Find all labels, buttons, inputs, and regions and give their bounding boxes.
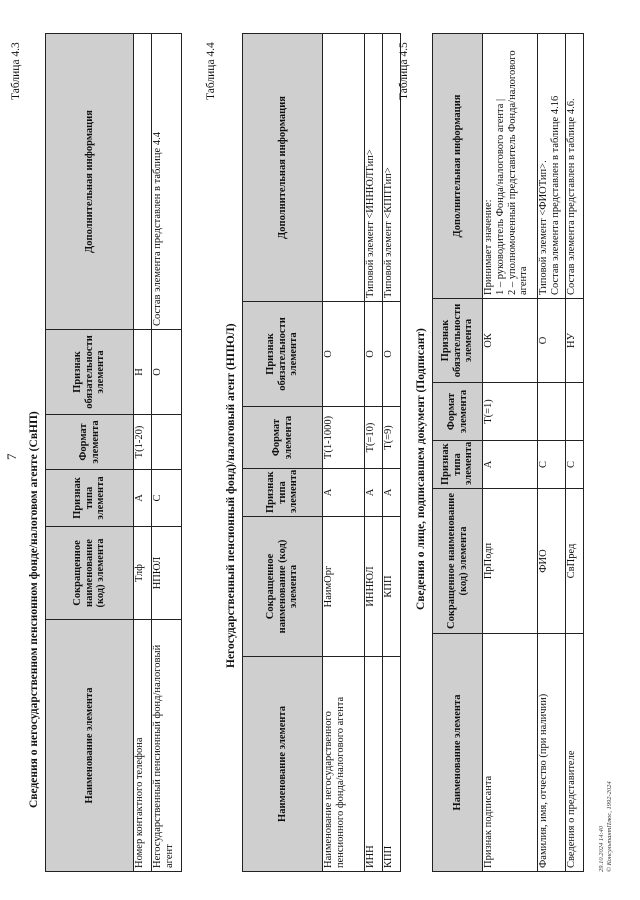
header-cell: Сокращенное наименование (код) элемента [433, 489, 483, 634]
cell: Признак подписанта [483, 634, 538, 872]
page-number: 7 [4, 453, 19, 460]
header-cell: Признак обязательности элемента [243, 302, 323, 407]
table-title: Негосударственный пенсионный фонд)/налоговый агент (НПЮЛ) [225, 323, 237, 668]
header-cell: Признак обязательности элемента [46, 330, 134, 415]
header-cell: Формат элемента [433, 383, 483, 441]
table-row [483, 34, 538, 872]
cell: КПП [383, 517, 401, 657]
cell: Негосударственный пенсионный фонд/налоговый агент [152, 620, 182, 872]
header-cell: Дополнительная информация [243, 34, 323, 302]
cell: ИНН [365, 657, 383, 872]
header-cell: Дополнительная информация [433, 34, 483, 299]
header-cell: Наименование элемента [433, 634, 483, 872]
table-row [152, 34, 182, 872]
cell: T(=9) [383, 407, 401, 469]
table-title: Сведения о лице, подписавшем документ (Подписант) [415, 328, 427, 610]
cell: А [365, 469, 383, 517]
cell: T(1-1000) [323, 407, 365, 469]
header-cell: Признак типа элемента [46, 470, 134, 527]
cell: СвПред [566, 489, 584, 634]
cell: T(1-20) [134, 415, 152, 470]
table-label: Таблица 4.5 [398, 42, 410, 100]
cell: А [383, 469, 401, 517]
cell: А [483, 441, 538, 489]
print-source: © КонсультантПлюс, 1992-2024 [606, 781, 614, 872]
table-4-4 [242, 33, 401, 872]
cell: КПП [383, 657, 401, 872]
header-cell: Наименование элемента [243, 657, 323, 872]
cell: О [152, 330, 182, 415]
cell: С [538, 441, 566, 489]
table-row [383, 34, 401, 872]
header-cell: Признак типа элемента [243, 469, 323, 517]
table-title: Сведения о негосударственном пенсионном фонде/налоговом агенте (СвНП) [28, 411, 40, 808]
header-cell: Дополнительная информация [46, 34, 134, 330]
cell: ФИО [538, 489, 566, 634]
cell [538, 383, 566, 441]
cell: НПЮЛ [152, 527, 182, 620]
cell: Типовой элемент <ИННЮЛТип> [365, 34, 383, 302]
cell [134, 34, 152, 330]
header-cell: Сокращенное наименование (код) элемента [46, 527, 134, 620]
table-header-row [46, 34, 134, 872]
cell: T(=10) [365, 407, 383, 469]
cell: Состав элемента представлен в таблице 4.6. [566, 34, 584, 299]
cell: Наименование негосударственного пенсионного фонда/налогового агента [323, 657, 365, 872]
cell: Номер контактного телефона [134, 620, 152, 872]
table-4-5 [432, 33, 584, 872]
cell: О [365, 302, 383, 407]
table-header-row [243, 34, 323, 872]
cell: С [566, 441, 584, 489]
header-cell: Наименование элемента [46, 620, 134, 872]
table-header-row [433, 34, 483, 872]
cell: О [383, 302, 401, 407]
cell: Тлф [134, 527, 152, 620]
table-row [538, 34, 566, 872]
table-row [566, 34, 584, 872]
cell: А [323, 469, 365, 517]
cell: T(=1) [483, 383, 538, 441]
table-row [134, 34, 152, 872]
header-cell: Формат элемента [243, 407, 323, 469]
cell: Фамилия, имя, отчество (при наличии) [538, 634, 566, 872]
cell [566, 383, 584, 441]
print-footer [598, 781, 614, 872]
cell: Типовой элемент <ФИОТип>. Состав элемента представлен в таблице 4.16 [538, 34, 566, 299]
table-4-3 [45, 33, 182, 872]
table-label: Таблица 4.3 [10, 42, 22, 100]
cell: НаимОрг [323, 517, 365, 657]
cell: ОК [483, 299, 538, 383]
print-timestamp: 29.10.2024 14:40 [598, 825, 605, 872]
cell: О [323, 302, 365, 407]
cell: Состав элемента представлен в таблице 4.4 [152, 34, 182, 330]
cell: ИННЮЛ [365, 517, 383, 657]
cell: А [134, 470, 152, 527]
cell: НУ [566, 299, 584, 383]
header-cell: Признак обязательности элемента [433, 299, 483, 383]
header-cell: Признак типа элемента [433, 441, 483, 489]
cell: Типовой элемент <КППТип> [383, 34, 401, 302]
cell: ПрПодп [483, 489, 538, 634]
cell [323, 34, 365, 302]
cell: Принимает значение: 1 – руководитель Фонда/налогового агента | 2 – уполномоченный представитель Фонда/налогового агента [483, 34, 538, 299]
cell [152, 415, 182, 470]
header-cell: Сокращенное наименование (код) элемента [243, 517, 323, 657]
cell: О [538, 299, 566, 383]
cell: С [152, 470, 182, 527]
table-label: Таблица 4.4 [205, 42, 217, 100]
table-row [323, 34, 365, 872]
cell: Сведения о представителе [566, 634, 584, 872]
table-row [365, 34, 383, 872]
cell: Н [134, 330, 152, 415]
header-cell: Формат элемента [46, 415, 134, 470]
